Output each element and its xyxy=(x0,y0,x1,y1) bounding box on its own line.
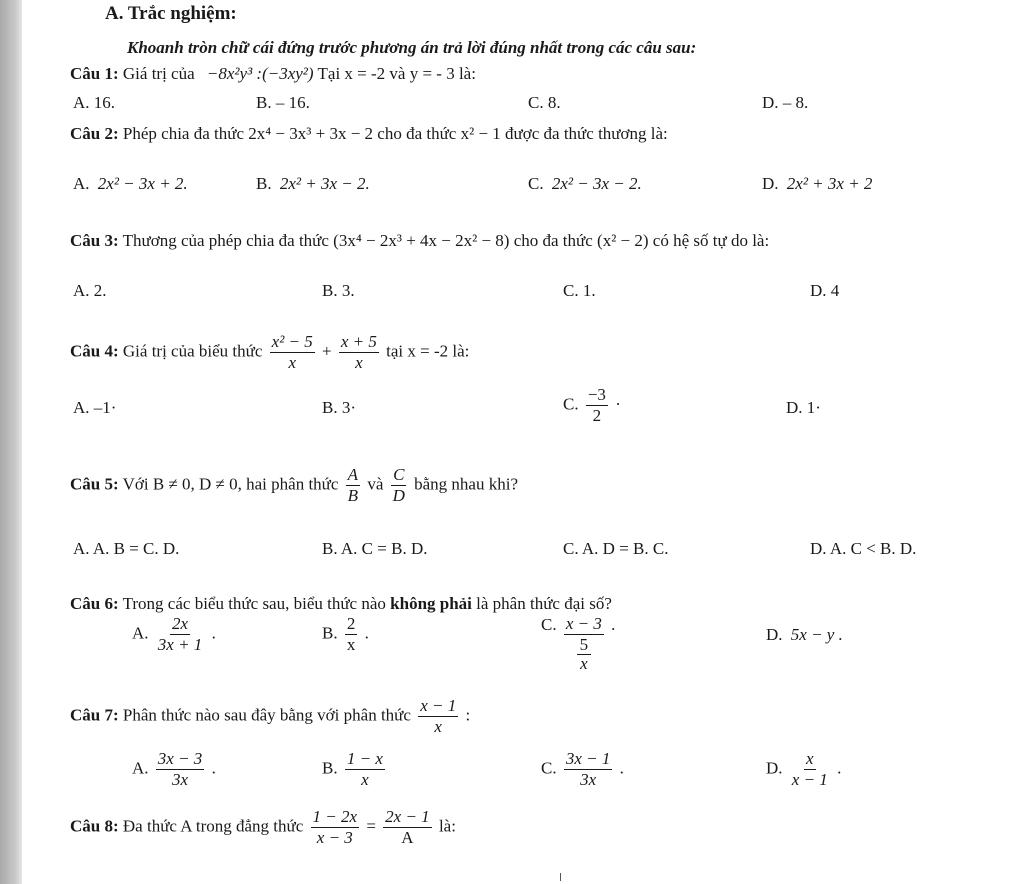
question-4-tail: tại x = -2 là: xyxy=(386,341,470,361)
question-6-text-after: là phân thức đại số? xyxy=(476,594,612,613)
q1-option-b[interactable]: B. – 16. xyxy=(256,93,310,112)
q8-fraction-1 xyxy=(311,808,360,847)
question-6 xyxy=(70,594,612,614)
q4-plus-sign: + xyxy=(322,341,332,361)
q8-fraction-2-numerator: 2x − 1 xyxy=(385,807,430,826)
q6-option-c-inner-numerator: 5 xyxy=(577,636,592,655)
question-1-label: Câu 1: xyxy=(70,64,119,83)
q6-option-b-denominator: x xyxy=(346,635,356,654)
q4-option-c-letter: C. xyxy=(563,394,579,414)
question-2 xyxy=(70,124,668,144)
q5-option-b[interactable]: B. A. C = B. D. xyxy=(322,539,428,558)
q7-option-a-fraction xyxy=(156,750,205,789)
question-4-text: Giá trị của biểu thức xyxy=(122,341,263,361)
q2-option-a[interactable] xyxy=(73,174,188,194)
page-tick-mark xyxy=(560,873,561,881)
question-2-text: Phép chia đa thức 2x⁴ − 3x³ + 3x − 2 cho đa thức x² − 1 được đa thức thương là: xyxy=(122,124,668,143)
q7-option-c[interactable] xyxy=(541,750,624,789)
q6-option-c-numerator: x − 3 xyxy=(565,614,602,633)
question-8-tail: là: xyxy=(438,816,456,836)
question-8-text: Đa thức A trong đẳng thức xyxy=(122,816,304,836)
question-1-tail: Tại x = -2 và y = - 3 là: xyxy=(317,64,476,83)
q6-option-d-expression: 5x − y . xyxy=(790,625,843,644)
q6-option-c-dot: . xyxy=(611,615,616,634)
q7-option-a[interactable] xyxy=(132,750,216,789)
q7-option-c-denominator: 3x xyxy=(580,770,597,789)
q5-fraction-1-numerator: A xyxy=(347,465,359,484)
q7-option-a-numerator: 3x − 3 xyxy=(157,749,203,768)
q2-option-b[interactable] xyxy=(256,174,370,194)
q7-option-c-letter: C. xyxy=(541,758,557,778)
q5-fraction-1-denominator: B xyxy=(347,486,359,505)
q1-option-c[interactable]: C. 8. xyxy=(528,93,561,112)
q5-fraction-2-denominator: D xyxy=(392,486,405,505)
page-edge-shadow xyxy=(0,0,22,884)
q2-option-b-expression: 2x² + 3x − 2. xyxy=(279,174,370,193)
q4-fraction-2-numerator: x + 5 xyxy=(340,332,377,351)
q7-option-a-dot: . xyxy=(211,758,216,778)
q4-option-c-numerator: −3 xyxy=(587,385,606,404)
q6-option-a-letter: A. xyxy=(132,623,149,643)
q7-option-c-numerator: 3x − 1 xyxy=(565,749,611,768)
question-4-label: Câu 4: xyxy=(70,341,119,361)
question-6-text-bold: không phải xyxy=(390,594,472,613)
question-5-label: Câu 5: xyxy=(70,474,119,494)
question-6-label: Câu 6: xyxy=(70,594,119,613)
q5-fraction-2 xyxy=(391,466,407,505)
q7-option-b-letter: B. xyxy=(322,758,338,778)
q6-option-c[interactable] xyxy=(541,615,615,673)
q7-option-d-numerator: x xyxy=(806,749,814,768)
q2-option-d[interactable] xyxy=(762,174,872,194)
q2-option-b-letter: B. xyxy=(256,174,272,193)
q7-fraction xyxy=(418,697,458,736)
q7-option-d-dot: . xyxy=(837,758,842,778)
question-1-expression: −8x²y³ :(−3xy²) xyxy=(206,64,314,83)
question-4 xyxy=(70,333,469,372)
question-7-text: Phân thức nào sau đây bằng với phân thức xyxy=(122,705,411,725)
q8-equals-sign: = xyxy=(366,816,376,836)
question-1-text: Giá trị của xyxy=(122,64,195,83)
question-8 xyxy=(70,808,456,847)
q2-option-d-expression: 2x² + 3x + 2 xyxy=(786,174,873,193)
q7-option-c-dot: . xyxy=(619,758,624,778)
q6-option-b-fraction xyxy=(345,615,358,654)
q4-option-c-fraction xyxy=(586,386,608,425)
q6-option-c-inner-denominator: x xyxy=(580,654,588,673)
question-7 xyxy=(70,697,470,736)
q5-and: và xyxy=(367,474,384,494)
q2-option-a-letter: A. xyxy=(73,174,90,193)
q7-option-d[interactable] xyxy=(766,750,841,789)
q5-fraction-2-numerator: C xyxy=(393,465,405,484)
q4-option-b[interactable]: B. 3· xyxy=(322,398,356,417)
q7-fraction-denominator: x xyxy=(434,717,442,736)
q2-option-c-expression: 2x² − 3x − 2. xyxy=(551,174,642,193)
q3-option-d[interactable]: D. 4 xyxy=(810,281,840,300)
q3-option-b[interactable]: B. 3. xyxy=(322,281,355,300)
q6-option-b-letter: B. xyxy=(322,623,338,643)
q6-option-c-denominator xyxy=(575,635,594,673)
q6-option-a[interactable] xyxy=(132,615,216,654)
q7-option-c-fraction xyxy=(564,750,613,789)
worksheet-page xyxy=(22,0,1024,884)
q8-fraction-2-denominator: A xyxy=(401,828,414,847)
q7-option-a-denominator: 3x xyxy=(172,770,189,789)
q3-option-c[interactable]: C. 1. xyxy=(563,281,596,300)
q2-option-d-letter: D. xyxy=(762,174,779,193)
q2-option-c[interactable] xyxy=(528,174,642,194)
q7-fraction-numerator: x − 1 xyxy=(420,696,457,715)
q5-option-d[interactable]: D. A. C < B. D. xyxy=(810,539,917,558)
q3-option-a[interactable]: A. 2. xyxy=(73,281,107,300)
question-7-label: Câu 7: xyxy=(70,705,119,725)
q6-option-b-numerator: 2 xyxy=(346,614,356,633)
q6-option-b[interactable] xyxy=(322,615,369,654)
q7-option-b-denominator: x xyxy=(361,770,369,789)
q4-fraction-1 xyxy=(270,333,315,372)
q6-option-a-dot: . xyxy=(211,623,216,643)
q8-fraction-1-denominator: x − 3 xyxy=(316,828,353,847)
q5-fraction-1 xyxy=(346,466,360,505)
q7-option-b-fraction xyxy=(345,750,385,789)
question-3-label: Câu 3: xyxy=(70,231,119,250)
q4-option-c-dot: · xyxy=(615,394,621,414)
question-5 xyxy=(70,466,518,505)
q6-option-a-fraction xyxy=(156,615,205,654)
question-5-tail: bằng nhau khi? xyxy=(414,474,518,494)
q4-fraction-1-denominator: x xyxy=(288,353,296,372)
question-1 xyxy=(70,64,476,84)
q5-option-c[interactable]: C. A. D = B. C. xyxy=(563,539,669,558)
q8-fraction-1-numerator: 1 − 2x xyxy=(312,807,358,826)
question-6-text-before: Trong các biểu thức sau, biểu thức nào xyxy=(122,594,386,613)
q2-option-c-letter: C. xyxy=(528,174,544,193)
q5-option-a[interactable]: A. A. B = C. D. xyxy=(73,539,180,558)
q1-option-d[interactable]: D. – 8. xyxy=(762,93,809,112)
question-3-text: Thương của phép chia đa thức (3x⁴ − 2x³ + 4x − 2x² − 8) cho đa thức (x² − 2) có hệ số tự do là: xyxy=(122,231,770,250)
q4-fraction-1-numerator: x² − 5 xyxy=(271,332,313,351)
q4-option-a[interactable]: A. –1· xyxy=(73,398,117,417)
q2-option-a-expression: 2x² − 3x + 2. xyxy=(97,174,188,193)
section-title: A. Trắc nghiệm: xyxy=(105,3,237,24)
q7-option-b-numerator: 1 − x xyxy=(346,749,383,768)
q7-option-d-fraction xyxy=(790,750,830,789)
q4-option-d[interactable]: D. 1· xyxy=(786,398,821,417)
q8-fraction-2 xyxy=(383,808,432,847)
q7-option-b[interactable] xyxy=(322,750,388,789)
q7-option-d-letter: D. xyxy=(766,758,783,778)
q6-option-b-dot: . xyxy=(364,623,369,643)
question-5-text: Với B ≠ 0, D ≠ 0, hai phân thức xyxy=(122,474,339,494)
q4-option-c-denominator: 2 xyxy=(592,406,602,425)
q7-option-d-denominator: x − 1 xyxy=(791,770,828,789)
q6-option-c-complex-fraction xyxy=(564,615,604,673)
q4-option-c[interactable] xyxy=(563,386,621,425)
q7-option-a-letter: A. xyxy=(132,758,149,778)
question-8-label: Câu 8: xyxy=(70,816,119,836)
question-2-label: Câu 2: xyxy=(70,124,119,143)
q6-option-d-letter: D. xyxy=(766,625,783,644)
q6-option-d[interactable] xyxy=(766,625,843,645)
q4-fraction-2 xyxy=(339,333,379,372)
q6-option-a-denominator: 3x + 1 xyxy=(157,635,203,654)
q1-option-a[interactable]: A. 16. xyxy=(73,93,116,112)
q6-option-a-numerator: 2x xyxy=(172,614,189,633)
q7-colon: : xyxy=(465,705,471,725)
instruction: Khoanh tròn chữ cái đứng trước phương án trả lời đúng nhất trong các câu sau: xyxy=(127,38,697,57)
q4-fraction-2-denominator: x xyxy=(355,353,363,372)
question-3 xyxy=(70,231,769,251)
q6-option-c-letter: C. xyxy=(541,615,557,634)
